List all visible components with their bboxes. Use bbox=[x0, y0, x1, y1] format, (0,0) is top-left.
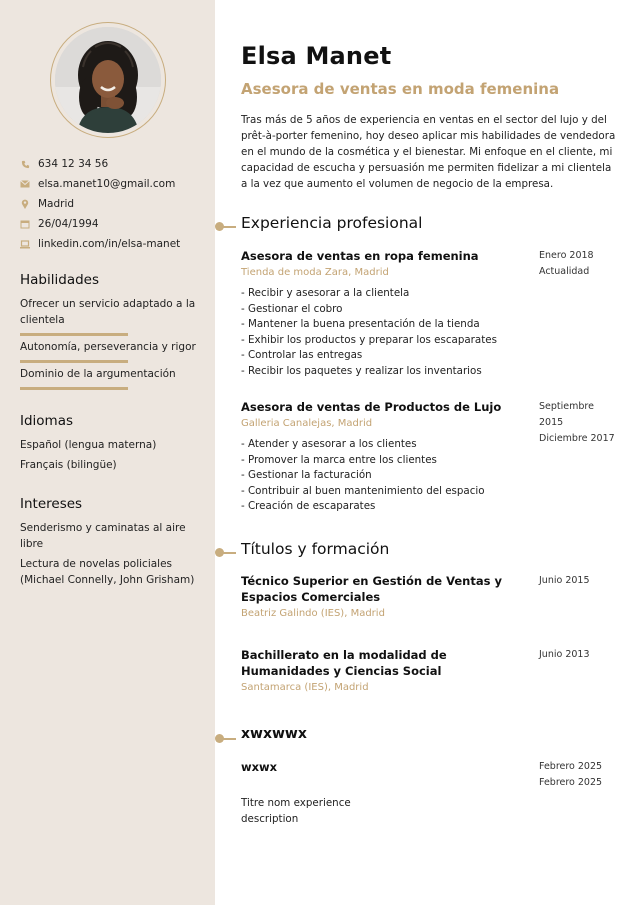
extra-title: xwxwwx bbox=[241, 726, 307, 742]
experience-entry bbox=[241, 248, 621, 379]
candidate-name: Elsa Manet bbox=[241, 42, 392, 70]
interests-title: Intereses bbox=[20, 496, 83, 512]
degree-date: Junio 2015 bbox=[539, 575, 590, 586]
job-tasks bbox=[241, 286, 621, 379]
extra-line: description bbox=[241, 813, 299, 825]
interest-item: Senderismo y caminatas al aire libre bbox=[20, 522, 186, 550]
contact-email[interactable] bbox=[20, 174, 180, 194]
skill-item bbox=[20, 296, 200, 336]
education-entry bbox=[241, 573, 621, 619]
task-item: - Gestionar el cobro bbox=[241, 302, 343, 315]
envelope-icon bbox=[20, 179, 30, 189]
sidebar bbox=[0, 0, 215, 905]
job-title: Asesora de ventas de Productos de Lujo bbox=[241, 400, 502, 414]
skills-title: Habilidades bbox=[20, 272, 99, 288]
task-item: - Creación de escaparates bbox=[241, 500, 376, 512]
degree-title: Técnico Superior en Gestión de Ventas y Espacios Comerciales bbox=[241, 574, 502, 604]
skill-item bbox=[20, 366, 200, 390]
extra-entry bbox=[241, 759, 621, 827]
laptop-icon bbox=[20, 239, 30, 249]
skill-label: Ofrecer un servicio adaptado a la clientela bbox=[20, 298, 196, 326]
extra-line: Titre nom experience bbox=[241, 797, 351, 809]
skill-bar bbox=[20, 360, 128, 363]
languages-list bbox=[20, 437, 210, 477]
phone-text: 634 12 34 56 bbox=[38, 158, 109, 170]
language-item: Español (lengua materna) bbox=[20, 439, 157, 451]
experience-entry bbox=[241, 399, 621, 515]
job-company: Galleria Canalejas, Madrid bbox=[241, 418, 373, 429]
extra-dates bbox=[539, 759, 602, 791]
task-item: - Exhibir los productos y preparar los escaparates bbox=[241, 333, 497, 346]
job-dates bbox=[539, 248, 594, 280]
task-item: - Promover la marca entre los clientes bbox=[241, 453, 437, 466]
school-name: Santamarca (IES), Madrid bbox=[241, 682, 369, 693]
task-item: - Mantener la buena presentación de la tienda bbox=[241, 318, 480, 330]
skill-bar bbox=[20, 333, 128, 336]
email-text[interactable]: elsa.manet10@gmail.com bbox=[38, 178, 176, 190]
section-marker bbox=[215, 222, 237, 232]
job-dates bbox=[539, 399, 621, 447]
contact-list bbox=[20, 154, 180, 254]
birthdate-text: 26/04/1994 bbox=[38, 218, 99, 230]
degree-date: Junio 2013 bbox=[539, 649, 590, 660]
date-start: Enero 2018 bbox=[539, 250, 594, 261]
task-item: - Gestionar la facturación bbox=[241, 469, 372, 481]
contact-location bbox=[20, 194, 180, 214]
date-end: Febrero 2025 bbox=[539, 777, 603, 788]
extra-role: wxwx bbox=[241, 760, 278, 774]
school-name: Beatriz Galindo (IES), Madrid bbox=[241, 608, 385, 619]
profile-summary: Tras más de 5 años de experiencia en ventas en el sector del lujo y del prêt-à-porter femenino, hoy deseo aplicar mis habilidades de vendedora en el mundo de la cosmética y el bienestar. Mi enfoque en el cliente, mi capacidad de escucha y persuasión me permiten fidelizar a mi clientela a la vez que aumento el volumen de negocio de la empresa. bbox=[241, 114, 616, 190]
job-company: Tienda de moda Zara, Madrid bbox=[241, 267, 389, 278]
task-item: - Recibir los paquetes y realizar los inventarios bbox=[241, 364, 482, 377]
interests-list bbox=[20, 520, 200, 592]
experience-title: Experiencia profesional bbox=[241, 214, 423, 232]
skill-bar bbox=[20, 387, 128, 390]
skill-label: Dominio de la argumentación bbox=[20, 368, 176, 380]
date-end: Actualidad bbox=[539, 266, 590, 277]
date-end: Diciembre 2017 bbox=[539, 433, 615, 444]
contact-linkedin[interactable] bbox=[20, 234, 180, 254]
extra-description bbox=[241, 795, 621, 827]
main-content bbox=[215, 0, 640, 905]
task-item: - Controlar las entregas bbox=[241, 349, 363, 361]
contact-phone bbox=[20, 154, 180, 174]
task-item: - Contribuir al buen mantenimiento del espacio bbox=[241, 484, 485, 497]
candidate-title: Asesora de ventas en moda femenina bbox=[241, 80, 560, 98]
section-marker bbox=[215, 548, 237, 558]
experience-section bbox=[215, 214, 640, 232]
calendar-icon bbox=[20, 219, 30, 229]
location-pin-icon bbox=[20, 199, 30, 209]
avatar-frame bbox=[50, 22, 166, 138]
date-start: Febrero 2025 bbox=[539, 761, 603, 772]
linkedin-text[interactable]: linkedin.com/in/elsa-manet bbox=[38, 238, 181, 250]
section-marker bbox=[215, 734, 237, 744]
languages-title: Idiomas bbox=[20, 413, 74, 429]
education-entry bbox=[241, 647, 621, 693]
extra-section bbox=[215, 726, 640, 742]
education-title: Títulos y formación bbox=[241, 540, 390, 558]
job-tasks bbox=[241, 437, 621, 515]
interest-item: Lectura de novelas policiales (Michael Connelly, John Grisham) bbox=[20, 558, 195, 586]
phone-icon bbox=[20, 159, 30, 169]
contact-birthdate bbox=[20, 214, 180, 234]
profile-photo bbox=[55, 27, 161, 133]
location-text: Madrid bbox=[38, 198, 75, 210]
language-item: Français (bilingüe) bbox=[20, 459, 117, 471]
skill-item bbox=[20, 339, 200, 363]
job-title: Asesora de ventas en ropa femenina bbox=[241, 249, 479, 263]
task-item: - Recibir y asesorar a la clientela bbox=[241, 287, 410, 299]
date-start: Septiembre 2015 bbox=[539, 401, 594, 428]
education-section bbox=[215, 540, 640, 558]
task-item: - Atender y asesorar a los clientes bbox=[241, 438, 417, 450]
degree-title: Bachillerato en la modalidad de Humanidades y Ciencias Social bbox=[241, 648, 447, 678]
skill-label: Autonomía, perseverancia y rigor bbox=[20, 341, 196, 353]
avatar bbox=[55, 27, 161, 133]
